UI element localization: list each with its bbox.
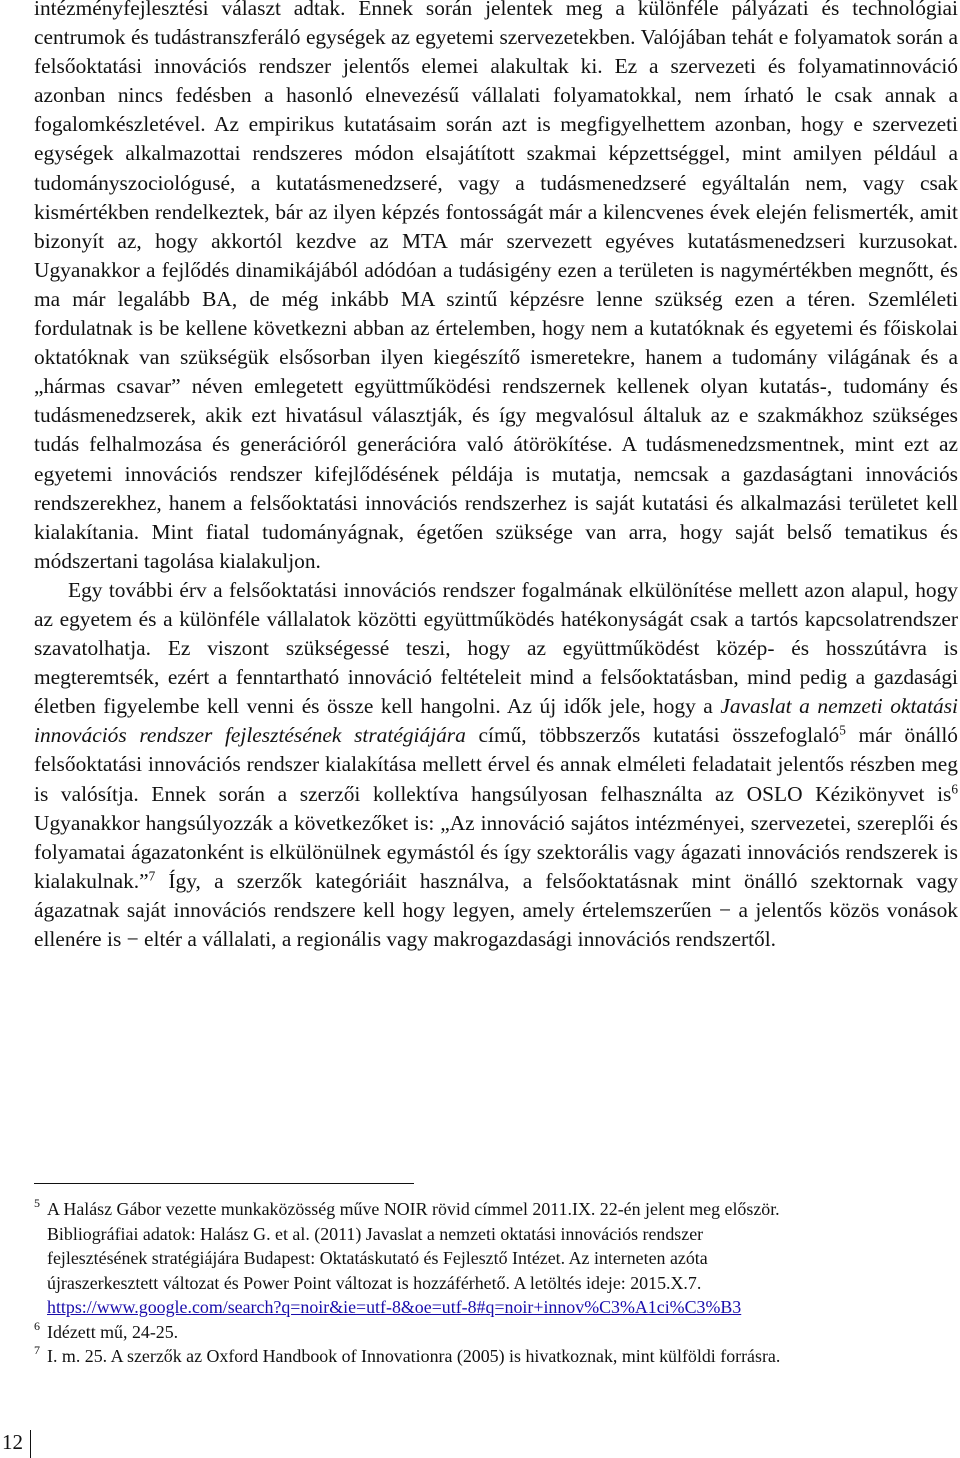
page-body xyxy=(34,0,958,954)
footnote-separator xyxy=(34,1183,414,1184)
footnote-ref-7[interactable]: 7 xyxy=(148,868,156,884)
footnote-line: A Halász Gábor vezette munkaközösség műve NOIR rövid címmel 2011.IX. 22-én jelent meg először. xyxy=(47,1199,780,1219)
footnote-line: Bibliográfiai adatok: Halász G. et al. (2011) Javaslat a nemzeti oktatási innovációs rendszer xyxy=(47,1223,704,1244)
footnote-number: 5 xyxy=(34,1196,40,1210)
footnote-line: I. m. 25. A szerzők az Oxford Handbook of Innovationra (2005) is hivatkoznak, mint külföldi forrásra. xyxy=(47,1346,781,1366)
paragraph-2-text-a: Egy további érv a felsőoktatási innovációs rendszer fogalmának elkülönítése mellett azon alapul, hogy az egyetem és a különféle vállalatok közötti együttműködés hatékonyságát csak a tartós kapcsolatrendszer szavatolhatja. Ez viszont szükségessé teszi, hogy az együttműködést közép- és hosszútávra is megteremtsék, ezért a fenntartható innováció feltételeit mind a felsőoktatásban, mind pedig a gazdasági életben figyelembe kell venni és össze kell hangolni. Az új idők jele, hogy a xyxy=(34,577,958,719)
paragraph-2-text-d: Ugyanakkor hangsúlyozzák a következőket is: „Az innováció sajátos intézményei, szervezetei, szereplői és folyamatai ágazatonként is elkülönülnek egymástól és így szektorális vagy ágazati innovációs rendszerek is kialakulnak.” xyxy=(34,810,958,893)
footnotes xyxy=(34,1197,958,1369)
footnote-5 xyxy=(34,1197,958,1320)
footnote-number: 6 xyxy=(34,1318,40,1333)
paragraph-2 xyxy=(34,576,958,954)
footnote-line: Idézett mű, 24-25. xyxy=(47,1321,179,1342)
paragraph-1-text: intézményfejlesztési választ adtak. Ennek során jelentek meg a különféle pályázati és technológiai centrumok és tudástranszferáló egységek az egyetemi szervezetekben. Valójában tehát e folyamatok során a felsőoktatási innovációs rendszer jelentős elemei alakultak ki. Ez a szervezeti és folyamatinnováció azonban nincs fedésben a hasonló elnevezésű vállalati folyamatokkal, nem írható le csak annak a fogalomkészletével. Az empirikus kutatásaim során azt is megfigyelhettem azonban, hogy e szervezeti egységek alkalmazottai rendszeres módon elsajátított szakmai képzettséggel, mint amilyen például a tudományszociológusé, a kutatásmenedzseré, vagy a tudásmenedzseré egyáltalán nem, vagy csak kismértékben rendelkeztek, bár az ilyen képzés fontosságát már a kilencvenes évek elején felismerték, amit bizonyít az, hogy akkortól kezdve az MTA már szervezett egyéves kutatásmenedzseri kurzusokat. Ugyanakkor a fejlődés dinamikájából adódóan a tudásigény ezen a területen is nagymértékben megnőtt, és ma már legalább BA, de még inkább MA szintű képzésre lenne szükség ezen a téren. Szemléleti fordulatnak is be kellene következni abban az értelemben, hogy nem a kutatóknak és egyetemi és főiskolai oktatóknak van szükségük elsősorban ilyen kiegészítő ismeretekre, hanem a tudomány világának és a „hármas csavar” néven emlegetett együttműködési rendszernek kellenek olyan kutatás-, tudomány és tudásmenedzserek, akik ezt hivatásul választják, és így megvalósul általuk az e szakmákhoz szükséges tudás felhalmozása és generációról generációra való átörökítése. A tudásmenedzsmentnek, mint ezt az egyetemi innovációs rendszer kifejlődésének példája is mutatja, nemcsak a gazdaságtani innovációs rendszerekhez, hanem a felsőoktatási innovációs rendszerhez is saját kutatási és alkalmazási területet kell kialakítania. Mint fiatal tudományágnak, égetően szüksége van arra, hogy saját belső tematikus és módszertani tagolása kialakuljon. xyxy=(34,0,958,573)
footnote-6 xyxy=(34,1320,958,1345)
footnote-7 xyxy=(34,1344,958,1369)
footnote-line: fejlesztésének stratégiájára Budapest: Oktatáskutató és Fejlesztő Intézet. Az interneten azóta xyxy=(47,1248,708,1268)
footnote-ref-5[interactable]: 5 xyxy=(839,723,846,739)
cited-work-title: Javaslat a nemzeti oktatási innovációs rendszer fejlesztésének stratégiájára xyxy=(34,694,958,748)
paragraph-1 xyxy=(34,0,958,576)
footnote-number: 7 xyxy=(34,1343,40,1357)
footnote-line: újraszerkesztett változat és Power Point változat is hozzáférhető. A letöltés ideje: 2015.X.7. xyxy=(47,1272,702,1293)
body-text xyxy=(34,0,958,954)
paragraph-2-text-e: Így, a szerzők kategóriáit használva, a felsőoktatásnak mint önálló szektornak vagy ágazatnak saját innovációs rendszere kell hogy legyen, amely értelemszerűen − a jelentős közös vonások ellenére is − eltér a vállalati, a regionális vagy makrogazdasági innovációs rendszertől. xyxy=(34,868,958,951)
paragraph-2-text-c: már önálló felsőoktatási innovációs rendszer kialakítása mellett érvel és annak elméleti feladatait jelentős részben meg is valósítja. Ennek során a szerzői kollektíva hangsúlyosan felhasználta az OSLO Kézikönyvet is xyxy=(34,723,958,806)
page-number: 12 xyxy=(2,1430,23,1454)
paragraph-2-text-b: című, többszerzős kutatási összefoglaló xyxy=(465,723,840,748)
footnote-link[interactable]: https://www.google.com/search?q=noir&ie=utf-8&oe=utf-8#q=noir+innov%C3%A1ci%C3%B3 xyxy=(47,1297,742,1317)
footnote-ref-6[interactable]: 6 xyxy=(951,781,958,797)
page-number-divider xyxy=(30,1430,31,1458)
